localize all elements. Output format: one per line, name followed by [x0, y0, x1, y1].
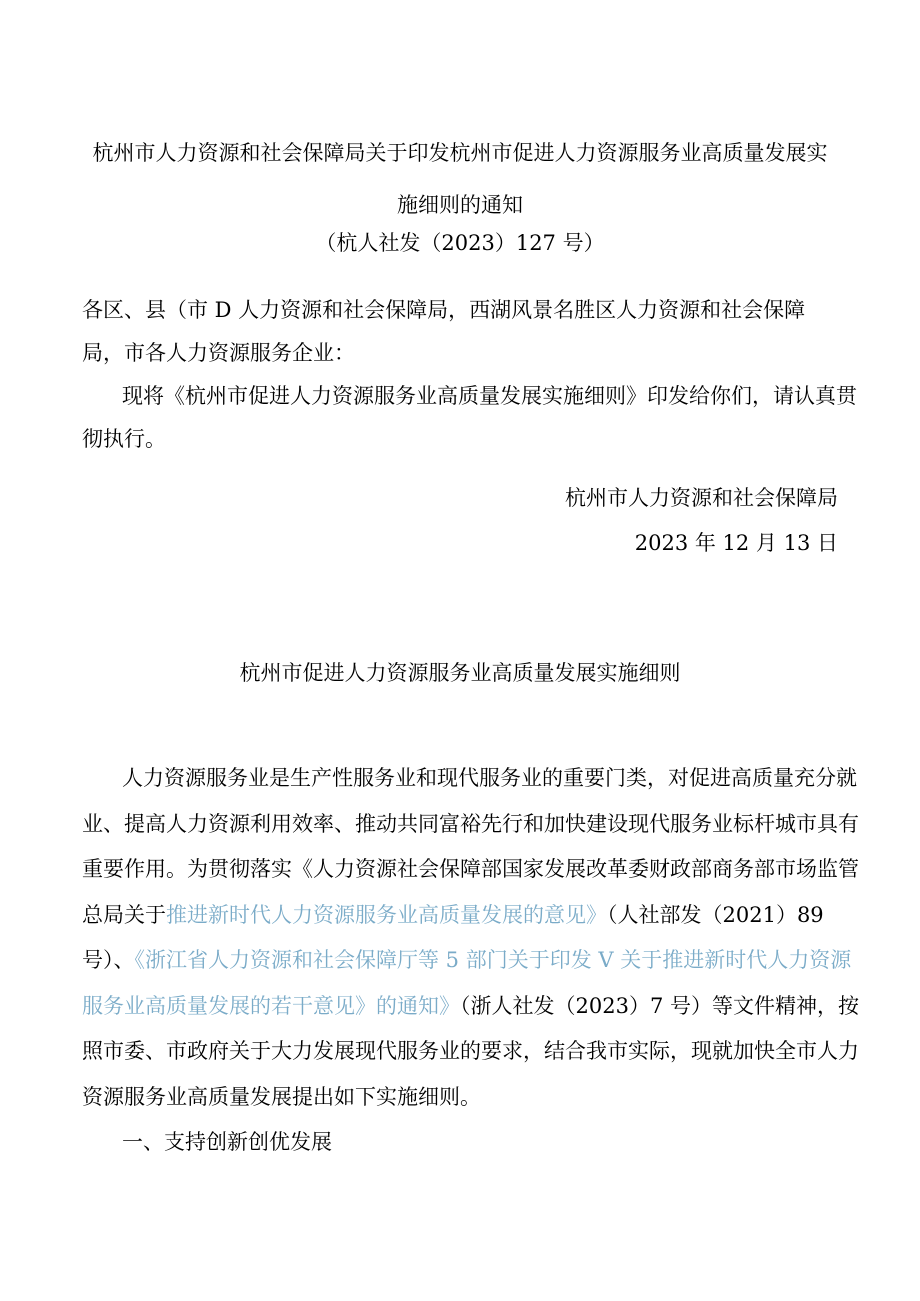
body-line — [82, 1029, 859, 1075]
body-line — [82, 893, 838, 939]
title-line-1: 杭州市人力资源和社会保障局关于印发杭州市促进人力资源服务业高质量发展实 — [92, 141, 828, 165]
issue-date — [82, 522, 838, 565]
body-line — [82, 1075, 838, 1121]
body-line — [82, 756, 857, 802]
document-link[interactable]: 《浙江省人力资源和社会保障厅等 5 部门关于印发 V 关于推进新时代人力资源 — [134, 948, 852, 972]
addressee-line-2: 局，市各人力资源服务企业： — [82, 341, 355, 365]
body-text: 照市委、市政府关于大力发展现代服务业的要求，结合我市实际，现就加快全市人力 — [82, 1039, 859, 1063]
notice-body-line-1: 现将《杭州市促进人力资源服务业高质量发展实施细则》印发给你们，请认真贯 — [122, 384, 857, 408]
body-text: 总局关于 — [82, 902, 166, 927]
title-line-2: 施细则的通知 — [397, 193, 523, 217]
body-text: 一、支持创新创优发展 — [122, 1130, 332, 1154]
addressee-line-1: 各区、县（市 D 人力资源和社会保障局，西湖风景名胜区人力资源和社会保障 — [82, 298, 806, 322]
detail-heading-text: 杭州市促进人力资源服务业高质量发展实施细则 — [239, 661, 681, 685]
body-text: 资源服务业高质量发展提出如下实施细则。 — [82, 1084, 481, 1109]
detail-paragraph-lines — [82, 756, 859, 1166]
detail-heading — [82, 652, 838, 695]
body-line — [82, 1120, 838, 1166]
body-text: 重要作用。为贯彻落实《人力资源社会保障部国家发展改革委财政部商务部市场监管 — [82, 857, 859, 881]
document-link[interactable]: 服务业高质量发展的若干意见》的通知》 — [82, 993, 460, 1018]
issuing-authority-text: 杭州市人力资源和社会保障局 — [565, 486, 838, 510]
body-text: 号）、 — [82, 948, 135, 972]
body-text: （人社部发（2021）89 — [607, 902, 824, 927]
document-number — [82, 228, 838, 258]
body-line — [82, 984, 859, 1030]
body-text: （浙人社发（2023）7 号）等文件精神，按 — [460, 993, 859, 1018]
addressee-block — [82, 289, 838, 375]
document-link[interactable]: 推进新时代人力资源服务业高质量发展的意见》 — [166, 902, 607, 927]
issuing-authority — [82, 477, 838, 520]
body-text: 人力资源服务业是生产性服务业和现代服务业的重要门类，对促进高质量充分就 — [122, 766, 857, 790]
body-text: 业、提高人力资源利用效率、推动共同富裕先行和加快建设现代服务业标杆城市具有 — [82, 811, 859, 836]
body-line — [82, 938, 852, 984]
document-number-text: （杭人社发（2023）127 号） — [315, 231, 605, 255]
notice-body-line-2: 彻执行。 — [82, 427, 166, 451]
body-line — [82, 847, 859, 893]
body-line — [82, 802, 859, 848]
document-title — [82, 127, 838, 231]
notice-body — [82, 375, 857, 461]
issue-date-text: 2023 年 12 月 13 日 — [634, 531, 838, 555]
